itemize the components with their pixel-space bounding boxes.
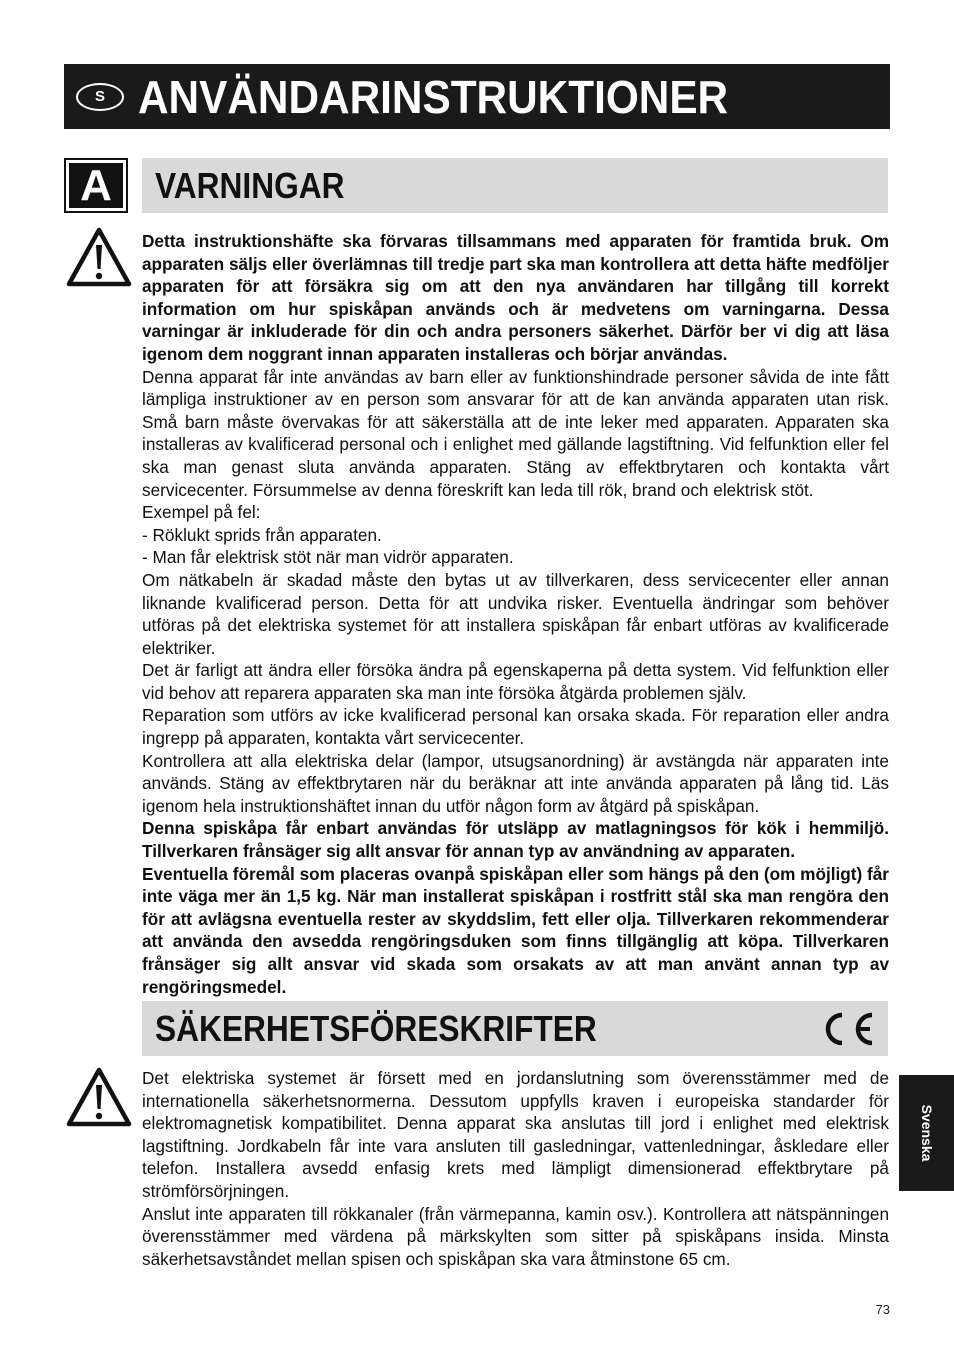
language-side-tab — [899, 1075, 954, 1191]
warnings-heading-bar — [142, 158, 888, 213]
ce-mark-icon — [814, 1010, 878, 1048]
warnings-paragraph: Reparation som utförs av icke kvalificerad personal kan orsaka skada. För reparation eller andra ingrepp på apparaten, kontakta vårt servicecenter. — [142, 705, 889, 749]
section-letter: A — [69, 163, 123, 208]
warnings-paragraph: Denna spiskåpa får enbart användas för utsläpp av matlagningsos för kök i hemmiljö. Tillverkaren frånsäger sig allt ansvar för annan typ av användning av apparaten. — [142, 818, 889, 862]
warnings-heading: VARNINGAR — [155, 164, 345, 206]
warning-icon — [66, 1067, 132, 1127]
warning-icon — [66, 227, 132, 287]
warnings-paragraph: Eventuella föremål som placeras ovanpå spiskåpan eller som hängs på den (om möjligt) får inte väga mer än 1,5 kg. När man installerat spiskåpan i rostfritt stål ska man rengöra den för att avlägsna eventuella rester av skyddslim, fett eller olja. Tillverkaren rekommenderar att använda den avsedda rengöringsduken som finns tillgänglig att köpa. Tillverkaren frånsäger sig allt ansvar vid skada som orsakats av att man använt annan typ av rengöringsmedel. — [142, 863, 889, 997]
warnings-list-item: - Röklukt sprids från apparaten. — [142, 524, 382, 545]
page-number: 73 — [875, 1302, 890, 1317]
warnings-text — [142, 230, 889, 998]
warnings-paragraph: Denna apparat får inte användas av barn eller av funktionshindrade personer såvida de inte fått lämpliga instruktioner av en person som ansvarar för att de kan använda apparaten utan risk. Små barn måste övervakas för att säkerställa att de inte leker med apparaten. Apparaten ska installeras av kvalificerad personal och i enlighet med gällande lagstiftning. Vid felfunktion eller fel ska man genast sluta använda apparaten. Stäng av effektbrytaren och kontakta vårt servicecenter. Försummelse av denna föreskrift kan leda till rök, brand och elektrisk stöt. — [142, 366, 889, 500]
warnings-paragraph: Kontrollera att alla elektriska delar (lampor, utsugsanordning) är avstängda när apparaten inte används. Stäng av effektbrytaren när du beräknar att inte använda apparaten på lång tid. Läs igenom hela instruktionshäftet innan du utför någon form av åtgärd på spiskåpan. — [142, 750, 889, 816]
warnings-paragraph: Det är farligt att ändra eller försöka ändra på egenskaperna på detta system. Vid felfunktion eller vid behov att reparera apparaten ska man inte försöka åtgärda problemen själv. — [142, 660, 889, 703]
safety-paragraph: Det elektriska systemet är försett med en jordanslutning som överensstämmer med de internationella säkerhetsnormerna. Dessutom uppfylls kraven i europeiska standarder för elektromagnetisk kompatibilitet. Denna apparat ska anslutas till jord i enlighet med elektrisk lagstiftning. Jordkabeln får inte vara ansluten till gasledningar, vattenledningar, åskledare eller telefon. Installera avsedd enfasig krets med lämpligt dimensionerad effektbrytare på strömförsörjningen. — [142, 1068, 889, 1201]
warnings-paragraph: Om nätkabeln är skadad måste den bytas ut av tillverkaren, dess servicecenter eller annan liknande kvalificerad person. Detta för att undvika risker. Eventuella ändringar som behöver utföras på det elektriska systemet för att installera spiskåpan får enbart utföras av kvalificerade elektriker. — [142, 569, 889, 658]
language-badge: S — [76, 83, 124, 111]
page-title-bar — [64, 64, 890, 129]
safety-heading: SÄKERHETSFÖRESKRIFTER — [155, 1007, 597, 1049]
section-letter-box — [64, 158, 128, 213]
warnings-paragraph: Exempel på fel: — [142, 502, 261, 523]
safety-heading-bar — [142, 1001, 888, 1056]
language-side-tab-label: Svenska — [918, 1104, 935, 1162]
page-title: ANVÄNDARINSTRUKTIONER — [138, 70, 729, 123]
warnings-paragraph: Detta instruktionshäfte ska förvaras tillsammans med apparaten för framtida bruk. Om apparaten säljs eller överlämnas till tredje part ska man kontrollera att detta häfte medföljer apparaten för att försäkra sig om att den nya användaren har tillgång till korrekt information om hur spiskåpan används och är medvetens om varningarna. Dessa varningar är inkluderade för din och andra personers säkerhet. Därför ber vi dig att läsa igenom dem noggrant innan apparaten installeras och börjar användas. — [142, 231, 889, 364]
safety-paragraph: Anslut inte apparaten till rökkanaler (från värmepanna, kamin osv.). Kontrollera att nätspänningen överensstämmer med värdena på märkskylten som sitter på spiskåpans insida. Minsta säkerhetsavståndet mellan spisen och spiskåpan ska vara åtminstone 65 cm. — [142, 1203, 889, 1269]
safety-text — [142, 1067, 889, 1270]
warnings-list-item: - Man får elektrisk stöt när man vidrör apparaten. — [142, 547, 514, 568]
